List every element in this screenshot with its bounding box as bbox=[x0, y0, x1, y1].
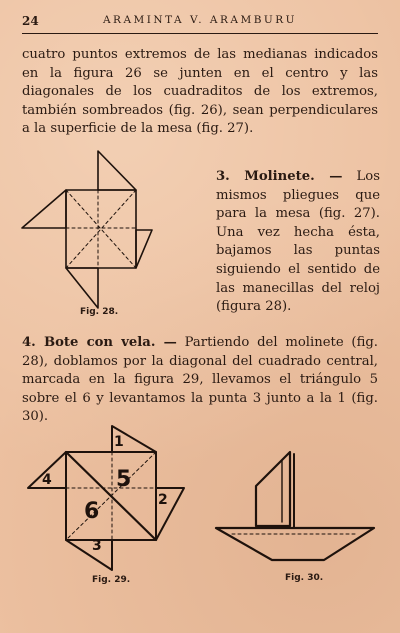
fig-29-caption: Fig. 29. bbox=[92, 575, 131, 585]
fig-28-caption: Fig. 28. bbox=[80, 307, 119, 317]
flap-left bbox=[22, 190, 66, 228]
fig-30-caption: Fig. 30. bbox=[285, 573, 324, 583]
section-3-heading: 3. Molinete. — bbox=[216, 169, 343, 184]
label-3: 3 bbox=[92, 538, 102, 554]
label-2: 2 bbox=[158, 492, 168, 508]
flap-right bbox=[136, 230, 152, 268]
fig-30-sailboat-diagram bbox=[212, 448, 380, 574]
flap-bottom bbox=[66, 540, 112, 570]
label-4: 4 bbox=[42, 472, 52, 488]
page-header bbox=[22, 14, 378, 30]
hull bbox=[216, 528, 374, 560]
flap-top bbox=[98, 151, 136, 190]
intro-paragraph: cuatro puntos extremos de las medianas indicados en la figura 26 se junten en el centro y las diagonales de los cuadraditos de los extremos, también sombreados (fig. 26), sean perpendiculares a la superficie de la mesa (fig. 27). bbox=[22, 47, 378, 137]
section-3-text: Los mismos pliegues que para la mesa (fig. 27). Una vez hecha ésta, bajamos las puntas siguiendo el sentido de las manecillas del reloj (figura 28). bbox=[216, 169, 380, 315]
header-rule bbox=[22, 33, 378, 34]
fig-29-numbered-pinwheel-diagram bbox=[24, 422, 189, 574]
page-number: 24 bbox=[22, 14, 39, 28]
flap-bottom bbox=[66, 268, 98, 308]
fig-28-pinwheel-diagram bbox=[18, 148, 158, 313]
sail bbox=[256, 452, 290, 526]
central-square bbox=[66, 190, 136, 268]
label-6: 6 bbox=[84, 499, 100, 524]
section-4-paragraph bbox=[22, 334, 378, 427]
section-4-text: Partiendo del molinete (fig. 28), doblamos por la diagonal del cuadrado central, marcada en la figura 29, llevamos el triángulo 5 sobre el 6 y levantamos la punta 3 junto a la 1 (fig. 30). bbox=[22, 335, 378, 425]
running-title: ARAMINTA V. ARAMBURU bbox=[102, 14, 298, 26]
label-5: 5 bbox=[116, 467, 132, 492]
label-1: 1 bbox=[114, 434, 124, 450]
section-4-heading: 4. Bote con vela. — bbox=[22, 335, 177, 350]
section-3-paragraph bbox=[216, 168, 380, 317]
